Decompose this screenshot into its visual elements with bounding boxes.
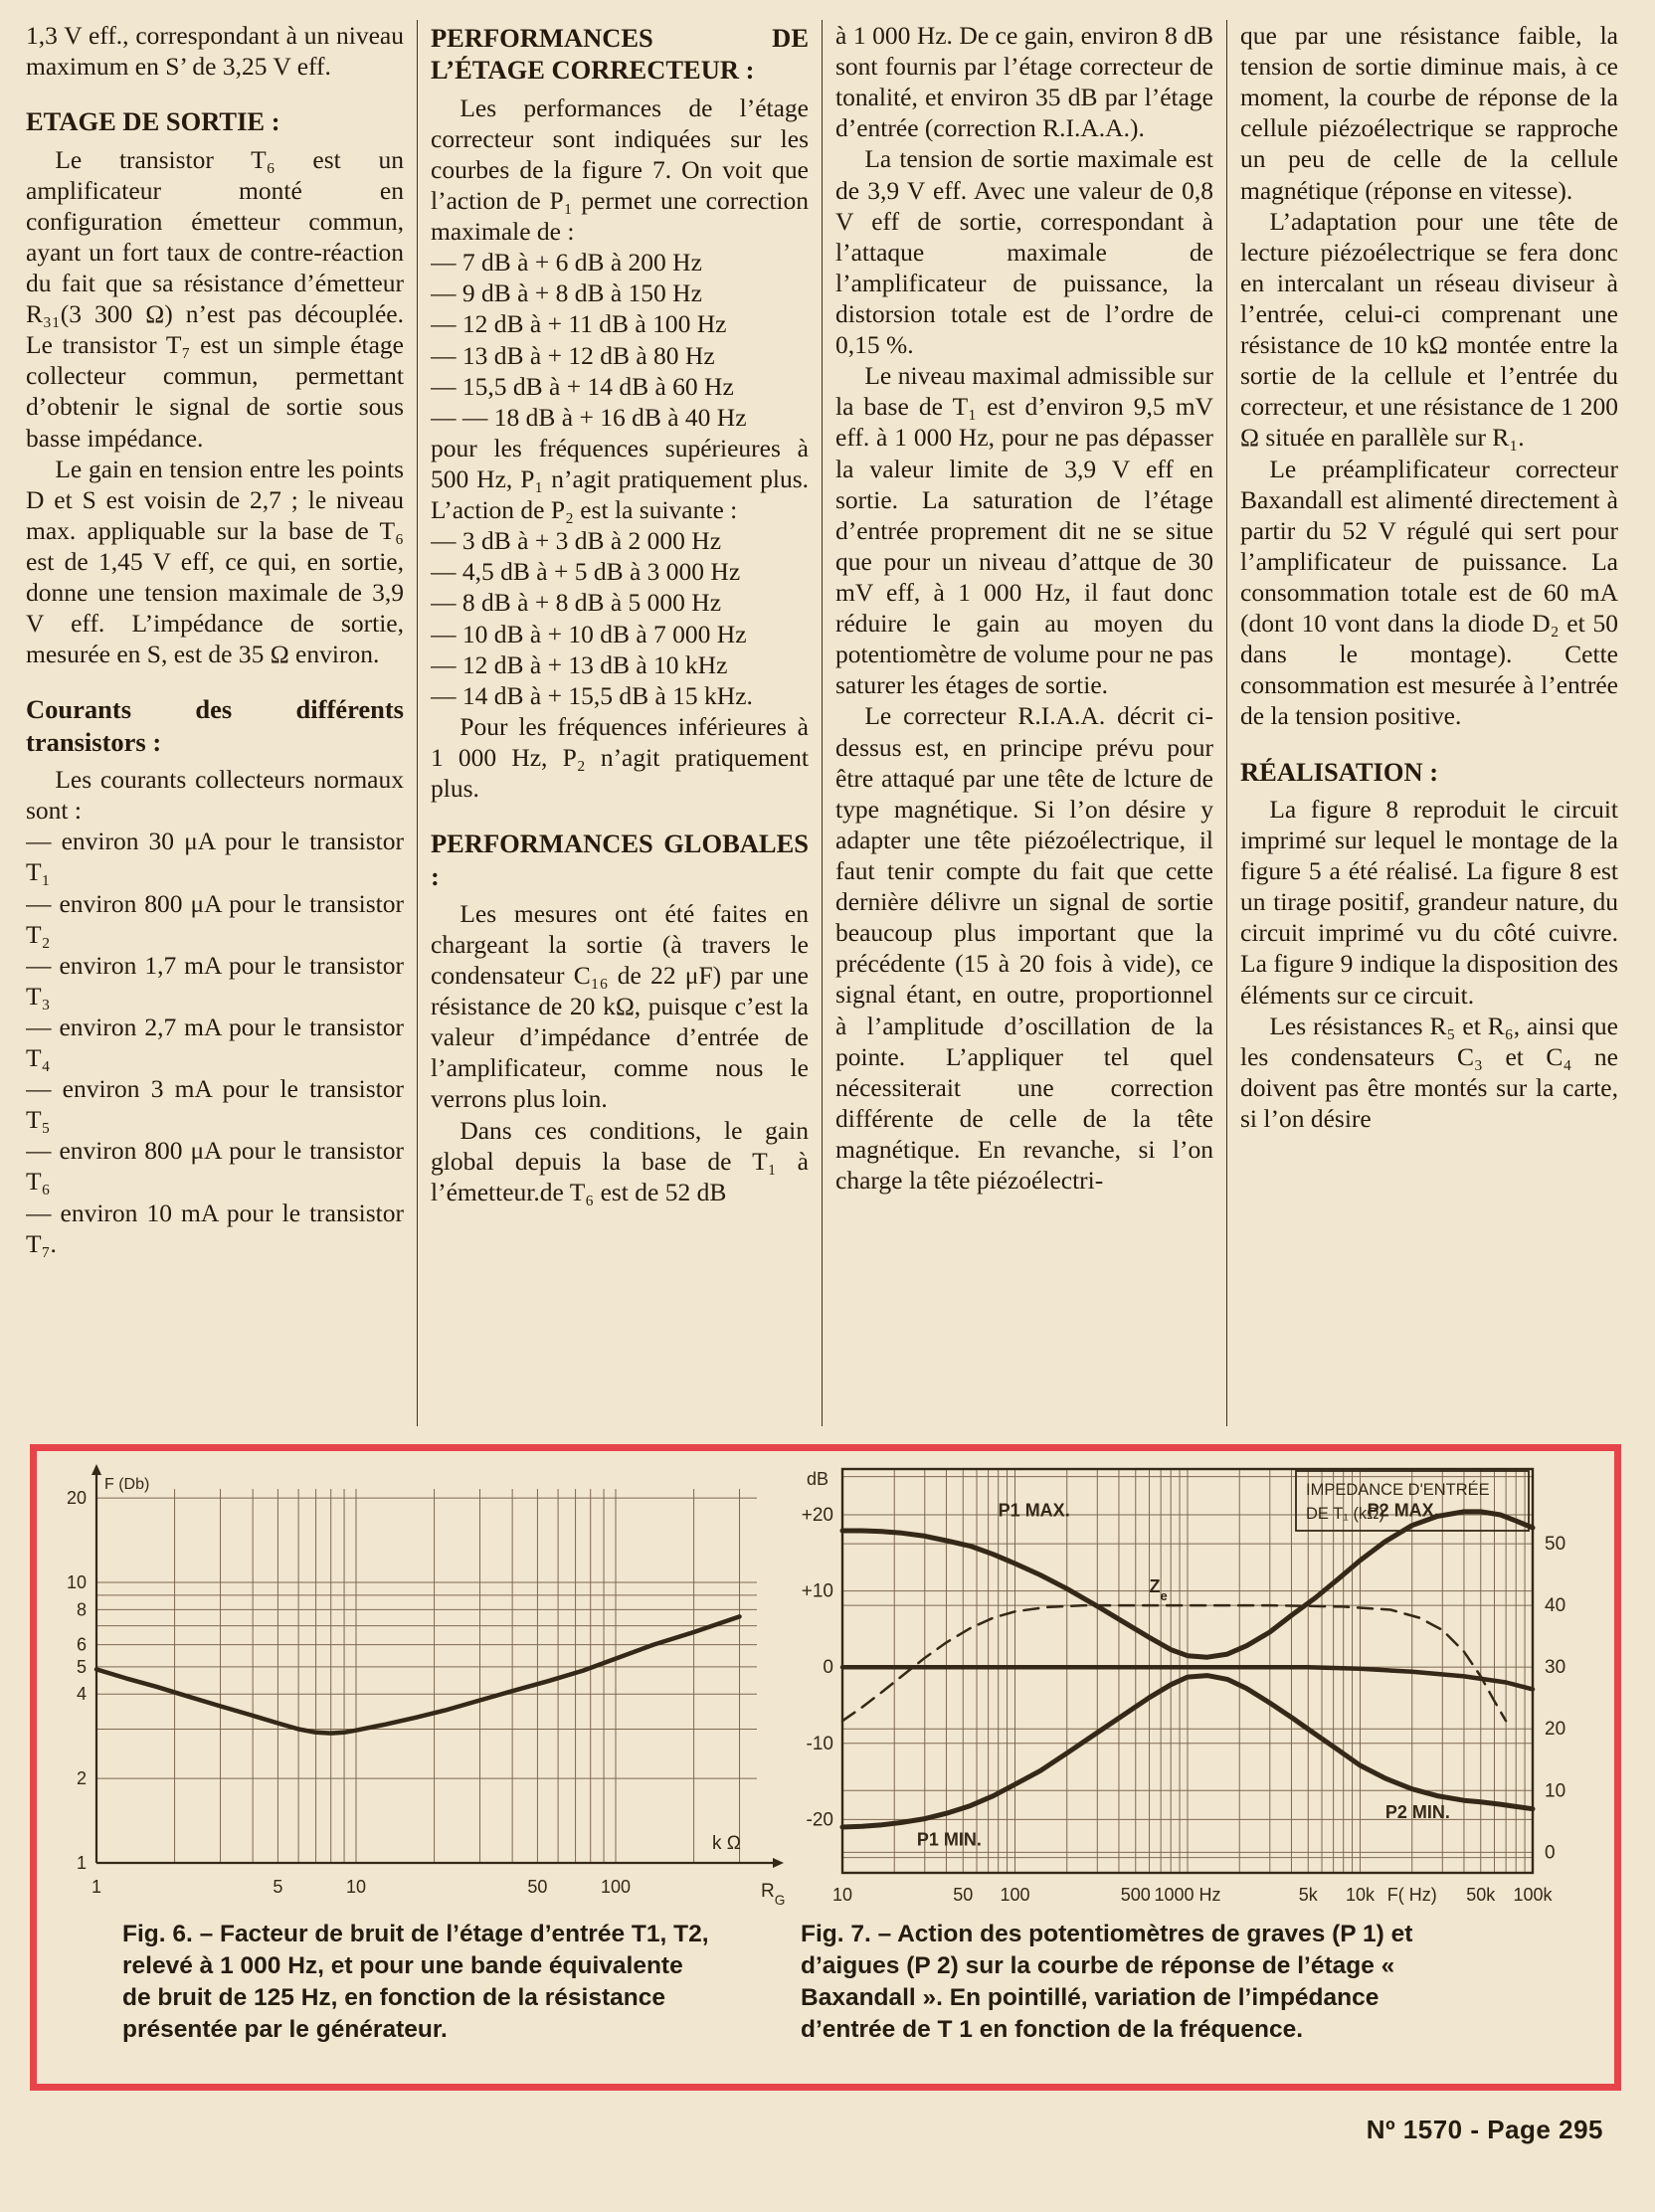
paragraph: La tension de sortie maximale est de 3,9 V eff. Avec une valeur de 0,8 V eff de sortie, correspondant à l’attaque maximale de l’amplificateur de puissance, la distorsion totale est de l’ordre de 0,15 %. [835, 144, 1213, 360]
paragraph: Les mesures ont été faites en chargeant la sortie (à travers le condensateur C₁₆ de 22 μF) par une résistance de 20 kΩ, puisque c’est la valeur d’impédance d’entrée de l’amplificateur, comme nous le verrons plus loin. [431, 898, 809, 1114]
paragraph: Le préamplificateur correcteur Baxandall est alimenté directement à partir du 52 V régulé qui sert pour l’amplificateur de puissance. La consommation totale est de 60 mA (dont 10 vont dans la diode D₂ et 50 dans le montage). Cette consommation est mesurée à l’entrée de la tension positive. [1240, 454, 1618, 731]
list-item: — environ 30 μA pour le transistor T₁ [26, 827, 404, 887]
svg-text:0: 0 [823, 1657, 833, 1679]
svg-text:5: 5 [273, 1877, 283, 1897]
svg-text:10k: 10k [1345, 1885, 1376, 1905]
svg-text:8: 8 [76, 1599, 87, 1620]
list-item: — environ 10 mA pour le transistor T₇. [26, 1198, 404, 1258]
section-heading: ETAGE DE SORTIE : [26, 106, 280, 137]
list-item: — environ 800 μA pour le transistor T₂ [26, 888, 404, 949]
list-item: — 4,5 dB à + 5 dB à 3 000 Hz [431, 557, 741, 587]
svg-text:100k: 100k [1513, 1885, 1553, 1905]
svg-text:-20: -20 [806, 1809, 833, 1831]
list-item: — environ 2,7 mA pour le transistor T₄ [26, 1012, 404, 1073]
list-item: — 13 dB à + 12 dB à 80 Hz [431, 340, 715, 370]
svg-text:4: 4 [76, 1684, 87, 1705]
article-column-4 [1240, 20, 1618, 1426]
fig6-caption: Fig. 6. – Facteur de bruit de l’étage d’entrée T1, T2, relevé à 1 000 Hz, et pour une bande équivalente de bruit de 125 Hz, en fonction de la résistance présentée par le générateur. [122, 1921, 709, 2043]
article-column-1 [26, 20, 418, 1426]
svg-text:Ze: $Z_e$ [1149, 1576, 1168, 1604]
svg-text:IMPEDANCE D'ENTRÉE: IMPEDANCE D'ENTRÉE [1306, 1481, 1490, 1499]
svg-text:100: 100 [600, 1877, 632, 1897]
svg-text:+20: +20 [801, 1504, 833, 1526]
list-item: — — 18 dB à + 16 dB à 40 Hz [431, 402, 747, 432]
paragraph: Dans ces conditions, le gain global depuis la base de T₁ à l’émetteur.de T₆ est de 52 dB [431, 1115, 809, 1206]
paragraph: Les courants collecteurs normaux sont : [26, 765, 404, 826]
article-columns [26, 20, 1631, 1426]
svg-text:6: 6 [76, 1634, 87, 1655]
paragraph: 1,3 V eff., correspondant à un niveau maximum en S’ de 3,25 V eff. [26, 21, 404, 82]
paragraph: pour les fréquences supérieures à 500 Hz, P₁ n’agit pratiquement plus. L’action de P₂ est la suivante : [431, 433, 809, 525]
svg-text:5k: 5k [1298, 1885, 1318, 1905]
article-column-3 [835, 20, 1227, 1426]
list-item: — 10 dB à + 10 dB à 7 000 Hz [431, 619, 747, 648]
svg-text:20: 20 [1545, 1719, 1566, 1741]
svg-text:P2 MIN.: P2 MIN. [1384, 1801, 1450, 1822]
svg-text:k Ω: k Ω [712, 1833, 741, 1854]
paragraph: La figure 8 reproduit le circuit imprimé sur lequel le montage de la figure 5 a été réalisé. La figure 8 est un tirage positif, grandeur nature, du circuit imprimé vu du côté cuivre. La figure 9 indique la disposition des éléments sur ce circuit. [1240, 794, 1618, 1010]
list-item: — environ 1,7 mA pour le transistor T₃ [26, 950, 404, 1011]
section-heading: RÉALISATION : [1240, 756, 1439, 787]
list-item: — 7 dB à + 6 dB à 200 Hz [431, 248, 702, 277]
svg-text:10: 10 [66, 1572, 87, 1593]
list-item: — environ 3 mA pour le transistor T₅ [26, 1074, 404, 1135]
fig7-baxandall-chart [797, 1455, 1598, 1919]
list-item: — 15,5 dB à + 14 dB à 60 Hz [431, 371, 734, 401]
svg-text:P1 MIN.: P1 MIN. [916, 1829, 982, 1850]
fig6-noise-factor-chart [39, 1455, 797, 1919]
paragraph: Le niveau maximal admissible sur la base de T₁ est d’environ 9,5 mV eff. à 1 000 Hz, pour ne pas dépasser la valeur limite de 3,9 V eff en sortie. La saturation de l’étage d’entrée proprement dit ne se situe que pour un niveau d’attque de 30 mV eff, à 1 000 Hz, il faut donc réduire le gain au moyen du potentiomètre de volume pour ne pas saturer les étages de sortie. [835, 361, 1213, 700]
charts-row [37, 1451, 1614, 1919]
page-footer: Nº 1570 - Page 295 [1366, 2115, 1603, 2144]
svg-text:50: 50 [953, 1885, 974, 1905]
paragraph: Le transistor T₆ est un amplificateur monté en configuration émetteur commun, ayant un fort taux de contre-réaction du fait que sa résistance d’émetteur R₃₁(3 300 Ω) n’est pas découplée. Le transistor T₇ est un simple étage collecteur commun, permettant d’obtenir le signal de sortie sous basse impédance. [26, 144, 404, 453]
paragraph: Les résistances R₅ et R₆, ainsi que les condensateurs C₃ et C₄ ne doivent pas être montés sur la carte, si l’on désire [1240, 1011, 1618, 1133]
svg-text:1: 1 [91, 1877, 102, 1897]
paragraph: Le correcteur R.I.A.A. décrit ci-dessus est, en principe prévu pour être attaqué par une tête de lcture de type magnétique. Si l’on désire y adapter une tête piézoélectrique, il faut tenir compte du fait que cette dernière délivre un signal de sortie beaucoup plus important que la précédente (15 à 20 fois à vide), ce signal étant, en outre, proportionnel à l’amplitude d’oscillation de la pointe. L’appliquer tel quel nécessiterait une correction différente de celle de la tête magnétique. En revanche, si l’on charge la tête piézoélectri- [835, 701, 1213, 1196]
article-column-2 [431, 20, 823, 1426]
svg-text:F (Db): F (Db) [104, 1476, 150, 1493]
svg-text:20: 20 [66, 1488, 87, 1509]
svg-text:10: 10 [1545, 1780, 1566, 1802]
paragraph: Pour les fréquences inférieures à 1 000 Hz, P₂ n’agit pratiquement plus. [431, 711, 809, 804]
section-heading: Courants des différents transistors : [26, 694, 404, 757]
list-item: — 8 dB à + 8 dB à 5 000 Hz [431, 588, 722, 618]
svg-text:P1 MAX.: P1 MAX. [998, 1500, 1070, 1521]
svg-text:-10: -10 [806, 1733, 833, 1754]
svg-text:0: 0 [1545, 1842, 1556, 1864]
list-item: — 9 dB à + 8 dB à 150 Hz [431, 278, 702, 308]
paragraph: Les performances de l’étage correcteur sont indiquées sur les courbes de la figure 7. On voit que l’action de P₁ permet une correction maximale de : [431, 92, 809, 247]
svg-text:1: 1 [76, 1853, 87, 1873]
list-item: — 14 dB à + 15,5 dB à 15 kHz. [431, 680, 753, 710]
svg-text:DE T₁ (kΩ): DE T₁ (kΩ) [1306, 1505, 1385, 1523]
svg-text:RG: $R_G$ [761, 1881, 786, 1908]
svg-text:5: 5 [76, 1656, 87, 1677]
svg-text:50: 50 [527, 1877, 548, 1897]
fig7-caption: Fig. 7. – Action des potentiomètres de graves (P 1) et d’aigues (P 2) sur la courbe de réponse de l’étage « Baxandall ». En pointillé, variation de l’impédance d’entrée de T 1 en fonction de la fréquence. [801, 1921, 1413, 2043]
svg-text:10: 10 [345, 1877, 367, 1897]
svg-text:500: 500 [1120, 1885, 1151, 1905]
svg-text:40: 40 [1545, 1595, 1566, 1617]
svg-text:1000 Hz: 1000 Hz [1154, 1885, 1221, 1905]
paragraph: que par une résistance faible, la tension de sortie diminue mais, à ce moment, la courbe de réponse de la cellule piézoélectrique se rapproche un peu de celle de la cellule magnétique (réponse en vitesse). [1240, 21, 1618, 205]
paragraph: Le gain en tension entre les points D et S est voisin de 2,7 ; le niveau max. appliquable sur la base de T₆ est de 1,45 V eff, ce qui, en sortie, donne une tension maximale de 3,9 V eff. L’impédance de sortie, mesurée en S, est de 35 Ω environ. [26, 454, 404, 669]
svg-text:2: 2 [76, 1768, 87, 1789]
paragraph: L’adaptation pour une tête de lecture piézoélectrique se fera donc en intercalant un réseau diviseur à l’entrée, celui-ci comprenant une résistance de 10 kΩ montée entre la sortie de la cellule et l’entrée du correcteur, et une résistance de 1 200 Ω située en parallèle sur R₁. [1240, 206, 1618, 453]
svg-text:50k: 50k [1466, 1885, 1496, 1905]
svg-text:50: 50 [1545, 1534, 1566, 1556]
svg-text:dB: dB [806, 1469, 828, 1489]
svg-text:100: 100 [1000, 1885, 1030, 1905]
svg-text:F( Hz): F( Hz) [1386, 1885, 1437, 1905]
list-item: — 12 dB à + 11 dB à 100 Hz [431, 309, 727, 339]
section-heading: PERFORMANCES DE L’ÉTAGE CORRECTEUR : [431, 23, 809, 86]
captions-row [37, 1919, 1614, 2045]
figure-box [30, 1444, 1621, 2091]
section-heading: PERFORMANCES GLOBALES : [431, 829, 809, 891]
svg-text:P2 MAX.: P2 MAX. [1367, 1500, 1439, 1521]
svg-text:30: 30 [1545, 1657, 1566, 1679]
svg-text:+10: +10 [801, 1580, 833, 1602]
svg-text:10: 10 [831, 1885, 853, 1905]
list-item: — 12 dB à + 13 dB à 10 kHz [431, 649, 728, 679]
list-item: — environ 800 μA pour le transistor T₆ [26, 1136, 404, 1197]
list-item: — 3 dB à + 3 dB à 2 000 Hz [431, 526, 722, 556]
paragraph: à 1 000 Hz. De ce gain, environ 8 dB sont fournis par l’étage correcteur de tonalité, et environ 35 dB par l’étage d’entrée (correction R.I.A.A.). [835, 21, 1213, 143]
